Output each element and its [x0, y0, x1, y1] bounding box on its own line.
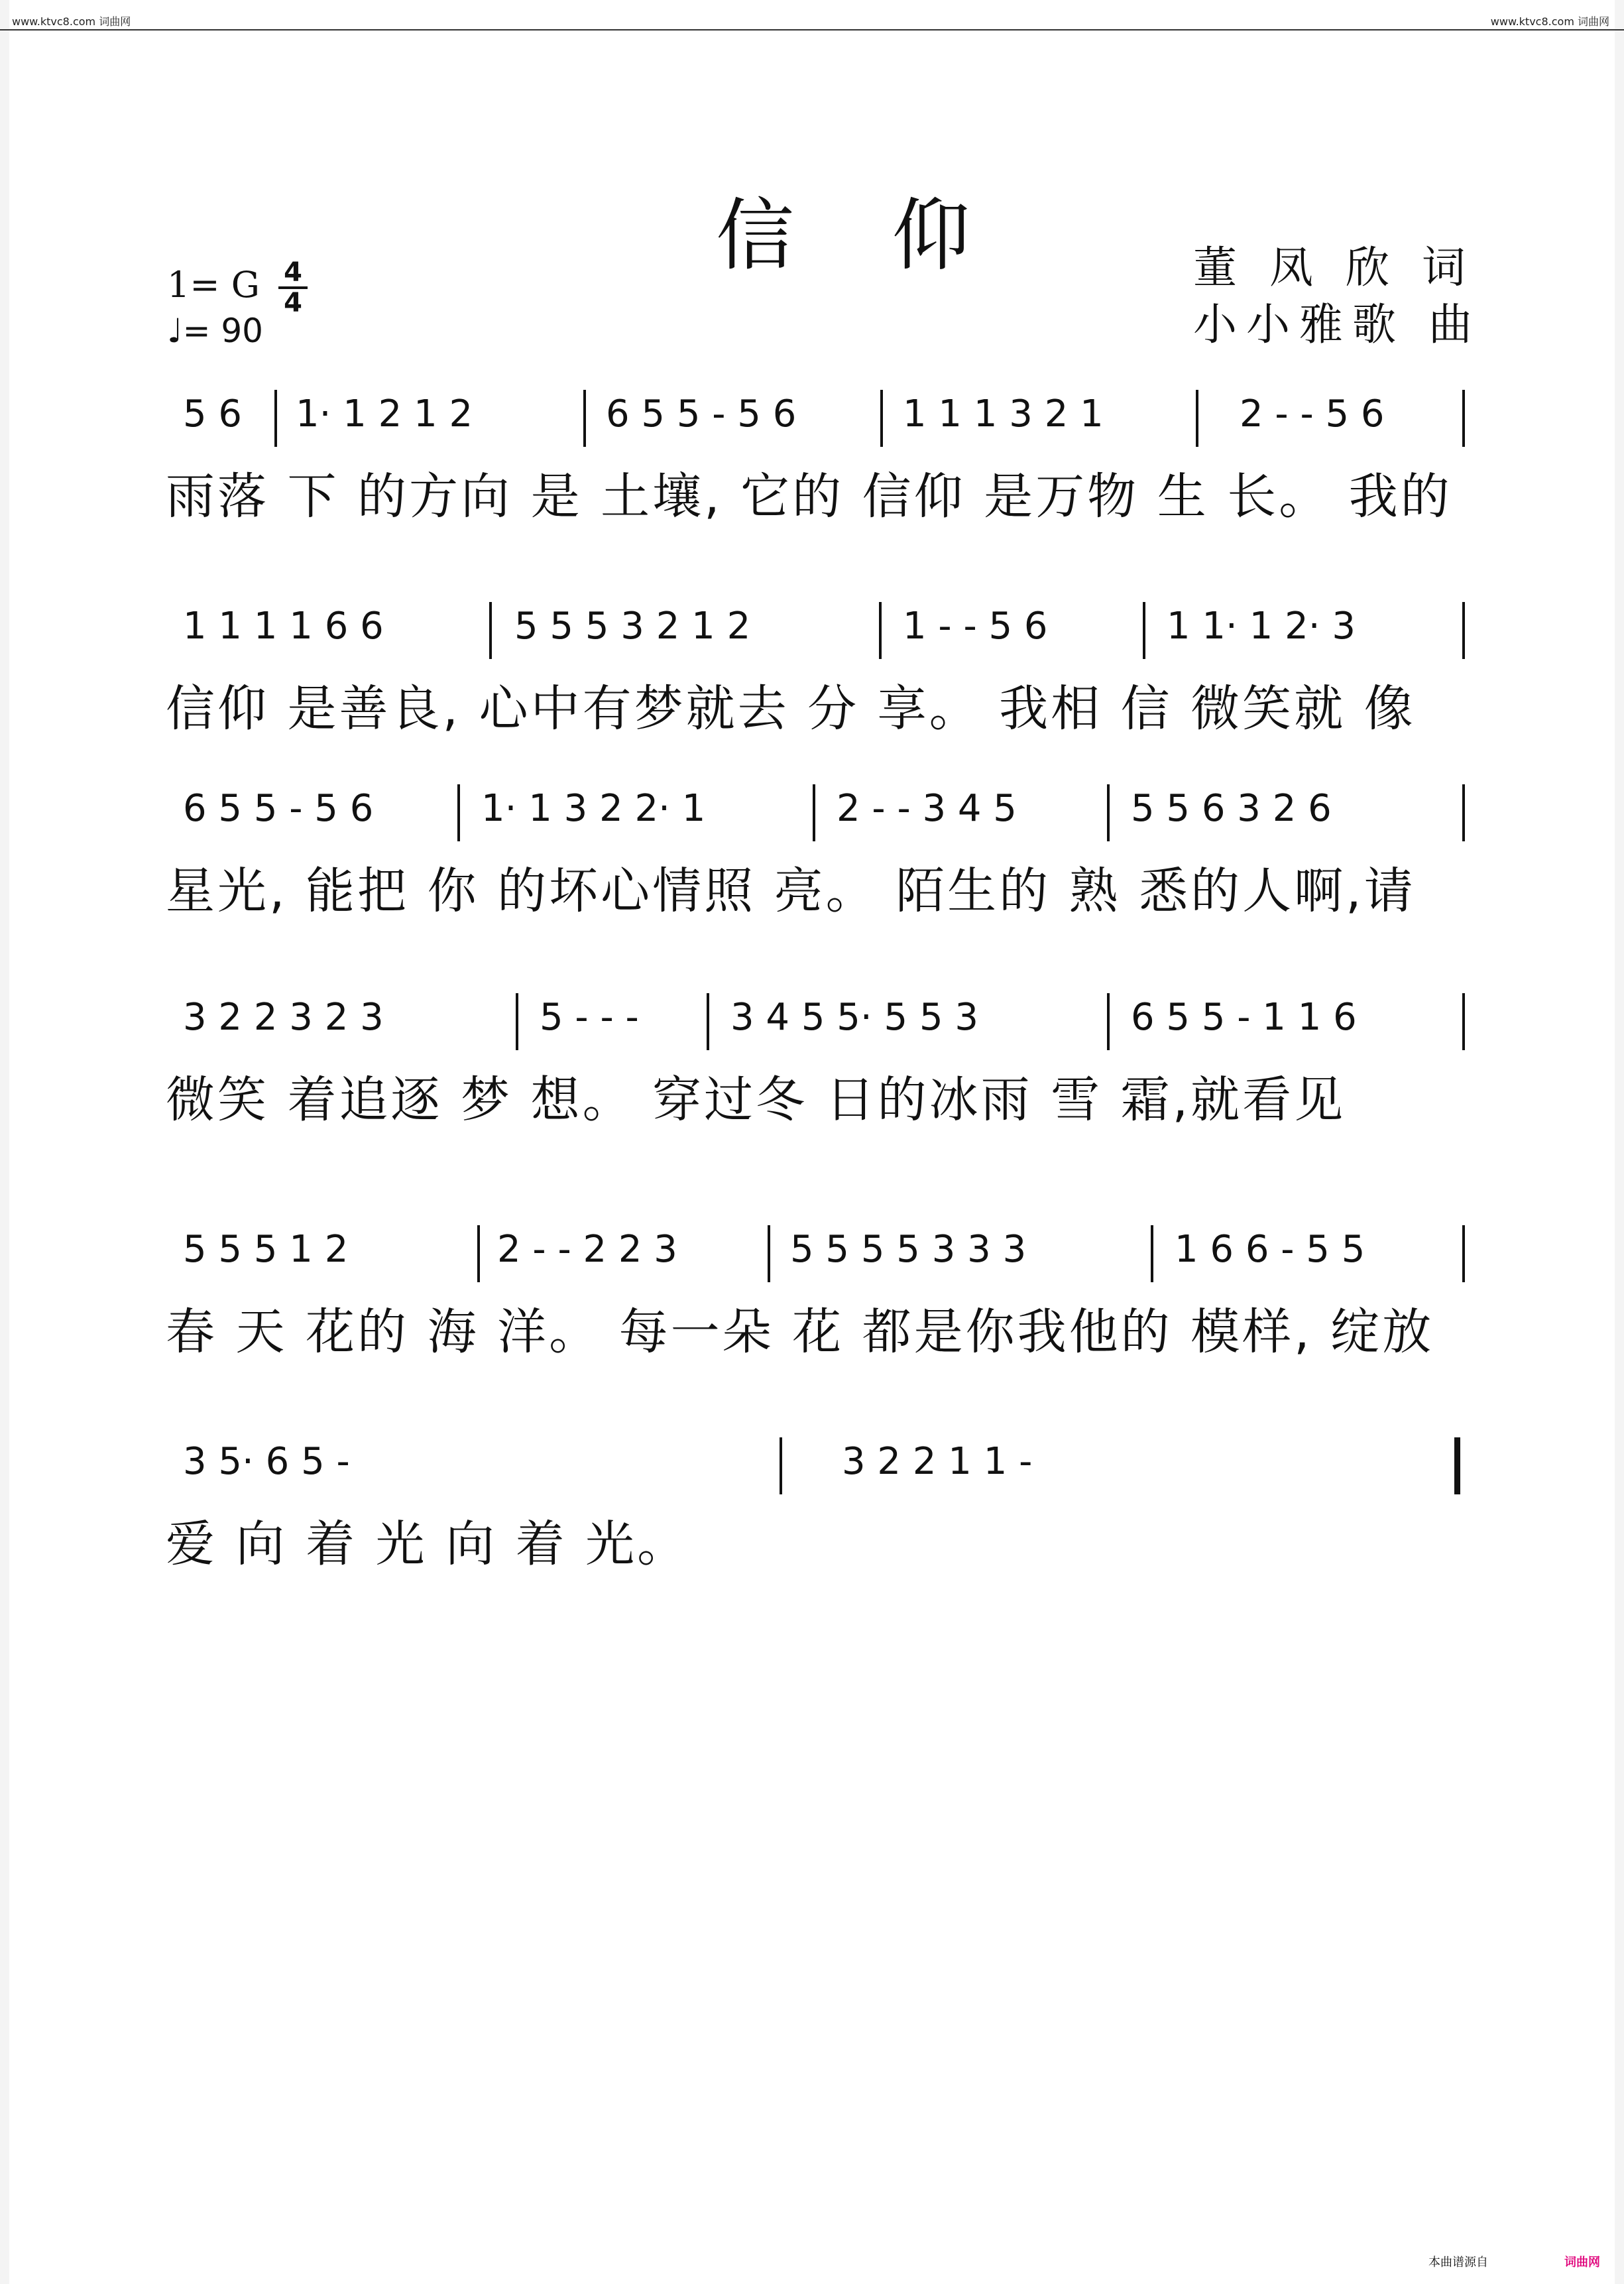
page-title: 信 仰	[716, 190, 1007, 281]
barline	[1462, 993, 1465, 1050]
measure: 1 1 1 3 2 1	[903, 392, 1104, 436]
barline	[1462, 602, 1465, 659]
barline	[879, 602, 882, 659]
measure: 5 5 5 1 2	[183, 1228, 349, 1271]
measure: 2 - - 3 4 5	[837, 787, 1017, 830]
measure: 1 1· 1 2· 3	[1167, 605, 1356, 648]
measure: 1· 1 2 1 2	[296, 392, 473, 436]
notation-line	[166, 1213, 1465, 1286]
barline	[1107, 993, 1110, 1050]
measure: 1· 1 3 2 2· 1	[481, 787, 706, 830]
barline	[516, 993, 518, 1050]
barline	[1462, 1225, 1465, 1282]
barline	[1196, 390, 1198, 447]
time-signature	[278, 257, 308, 318]
barline	[1143, 602, 1145, 659]
time-signature-bottom: 4	[284, 288, 302, 318]
barline	[707, 993, 709, 1050]
barline	[780, 1437, 782, 1494]
measure: 3 2 2 3 2 3	[183, 996, 384, 1039]
barline	[1462, 784, 1465, 841]
header-source-right: www.ktvc8.com 词曲网	[1490, 15, 1609, 28]
key-signature: 1= G	[167, 264, 260, 306]
lyrics-line: 爱 向 着 光 向 着 光。	[166, 1516, 689, 1573]
score-row-6	[166, 1425, 1465, 1585]
notation-line	[166, 772, 1465, 845]
lyrics-line: 雨落 下 的方向 是 土壤, 它的 信仰 是万物 生 长。 我的	[166, 468, 1452, 525]
measure: 3 2 2 1 1 -	[842, 1440, 1033, 1483]
measure: 1 6 6 - 5 5	[1175, 1228, 1365, 1271]
barline	[457, 784, 460, 841]
tempo-marking: ♩= 90	[167, 312, 263, 350]
barline	[477, 1225, 480, 1282]
barline	[880, 390, 883, 447]
final-barline	[1454, 1437, 1460, 1494]
measure: 2 - - 5 6	[1240, 392, 1385, 436]
score-row-2	[166, 590, 1465, 749]
header-rule	[0, 29, 1624, 30]
barline	[1107, 784, 1110, 841]
measure: 5 6	[183, 392, 243, 436]
measure: 2 - - 2 2 3	[497, 1228, 677, 1271]
measure: 5 5 5 5 3 3 3	[790, 1228, 1027, 1271]
barline	[768, 1225, 770, 1282]
footer-source: 本曲谱源自	[1428, 2255, 1488, 2269]
right-margin-strip	[1615, 0, 1624, 2284]
measure: 5 5 5 3 2 1 2	[514, 605, 751, 648]
score-row-5	[166, 1213, 1465, 1372]
score-row-3	[166, 772, 1465, 932]
left-margin-strip	[0, 0, 9, 2284]
lyricist-credit: 董 凤 欣 词	[1193, 242, 1475, 293]
measure: 5 5 6 3 2 6	[1131, 787, 1332, 830]
score-row-1	[166, 378, 1465, 537]
notation-line	[166, 1425, 1465, 1498]
barline	[813, 784, 815, 841]
measure: 3 4 5 5· 5 5 3	[730, 996, 979, 1039]
barline	[274, 390, 277, 447]
header-source-left: www.ktvc8.com 词曲网	[12, 15, 131, 28]
barline	[1151, 1225, 1153, 1282]
score-row-4	[166, 981, 1465, 1140]
lyrics-line: 信仰 是善良, 心中有梦就去 分 享。 我相 信 微笑就 像	[166, 680, 1416, 737]
measure: 6 5 5 - 5 6	[606, 392, 797, 436]
footer-site-link[interactable]: 词曲网	[1564, 2255, 1600, 2269]
lyrics-line: 星光, 能把 你 的坏心情照 亮。 陌生的 熟 悉的人啊,请	[166, 863, 1416, 920]
composer-credit: 小小雅歌 曲	[1193, 299, 1481, 350]
notation-line	[166, 981, 1465, 1054]
measure: 6 5 5 - 1 1 6	[1131, 996, 1357, 1039]
notation-line	[166, 590, 1465, 663]
measure: 5 - - -	[540, 996, 639, 1039]
barline	[489, 602, 492, 659]
measure: 6 5 5 - 5 6	[183, 787, 374, 830]
measure: 1 1 1 1 6 6	[183, 605, 384, 648]
measure: 3 5· 6 5 -	[183, 1440, 350, 1483]
lyrics-line: 春 天 花的 海 洋。 每一朵 花 都是你我他的 模样, 绽放	[166, 1303, 1434, 1360]
barline	[1462, 390, 1465, 447]
measure: 1 - - 5 6	[903, 605, 1048, 648]
barline	[583, 390, 586, 447]
lyrics-line: 微笑 着追逐 梦 想。 穿过冬 日的冰雨 雪 霜,就看见	[166, 1071, 1346, 1128]
time-signature-top: 4	[284, 257, 302, 288]
notation-line	[166, 378, 1465, 451]
